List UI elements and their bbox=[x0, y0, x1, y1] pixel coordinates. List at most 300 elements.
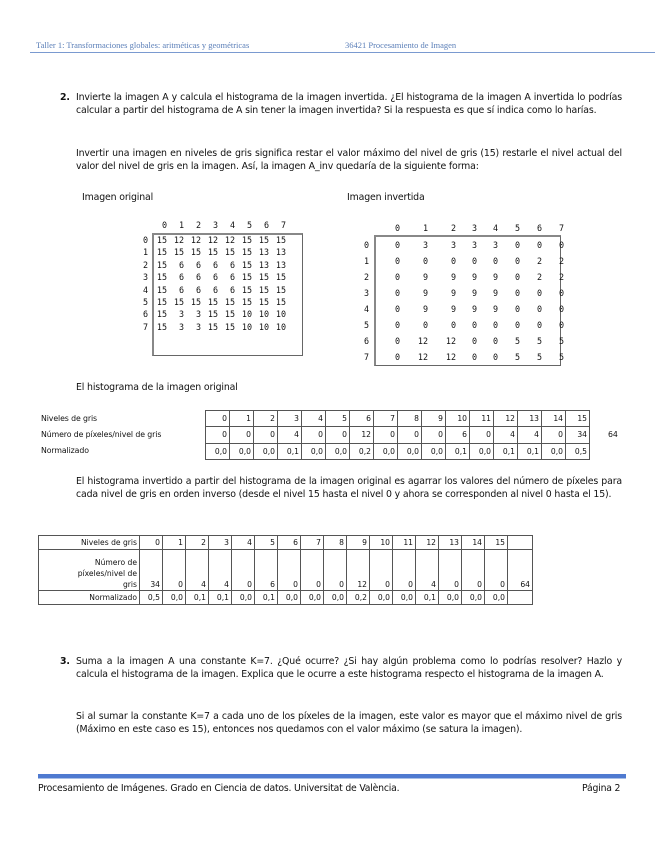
normalized-cell: 0,0 bbox=[462, 591, 485, 605]
matrix-cell: 15 bbox=[156, 284, 167, 295]
matrix-row bbox=[142, 308, 286, 320]
col-header: 7 bbox=[558, 223, 564, 233]
inverted-matrix-body bbox=[360, 237, 564, 365]
matrix-cell: 9 bbox=[492, 304, 498, 314]
level-cell: 2 bbox=[254, 411, 278, 427]
matrix-cell: 3 bbox=[178, 321, 184, 332]
matrix-cell: 2 bbox=[558, 256, 564, 266]
matrix-cell: 10 bbox=[275, 321, 286, 332]
matrix-cell: 15 bbox=[275, 284, 286, 295]
matrix-cell: 0 bbox=[450, 320, 456, 330]
count-cell: 4 bbox=[209, 550, 232, 591]
matrix-cell: 9 bbox=[471, 288, 477, 298]
count-cell: 0 bbox=[232, 550, 255, 591]
hist-row-normalized bbox=[206, 443, 590, 459]
histogram-original-table bbox=[205, 410, 590, 460]
hist-row-counts bbox=[206, 427, 590, 443]
matrix-cell: 12 bbox=[445, 336, 456, 346]
matrix-row bbox=[360, 317, 564, 333]
matrix-cell: 15 bbox=[241, 235, 252, 245]
matrix-cell: 15 bbox=[275, 297, 286, 308]
row-index: 1 bbox=[363, 256, 369, 266]
matrix-cell: 0 bbox=[394, 336, 400, 346]
matrix-cell: 5 bbox=[514, 336, 520, 346]
normalized-cell: 0,0 bbox=[370, 591, 393, 605]
row-label-levels: Niveles de gris bbox=[41, 414, 98, 423]
normalized-cell: 0,1 bbox=[416, 591, 439, 605]
matrix-cell: 15 bbox=[156, 247, 167, 258]
hist-row-levels bbox=[39, 536, 533, 550]
normalized-cell: 0,0 bbox=[206, 443, 230, 459]
empty-cell bbox=[508, 591, 533, 605]
page-header-left: Taller 1: Transformaciones globales: aritméticas y geométricas bbox=[36, 40, 250, 50]
matrix-row bbox=[360, 269, 564, 285]
hist-original-total: 64 bbox=[608, 430, 618, 439]
matrix-row bbox=[142, 259, 286, 271]
matrix-cell: 6 bbox=[178, 259, 184, 270]
count-cell: 12 bbox=[350, 427, 374, 443]
normalized-cell: 0,0 bbox=[232, 591, 255, 605]
normalized-cell: 0,0 bbox=[324, 591, 347, 605]
matrix-row bbox=[360, 253, 564, 269]
level-cell: 14 bbox=[542, 411, 566, 427]
level-cell: 15 bbox=[566, 411, 590, 427]
normalized-cell: 0,2 bbox=[350, 443, 374, 459]
col-header: 3 bbox=[212, 220, 218, 230]
matrix-cell: 13 bbox=[258, 259, 269, 270]
matrix-cell: 0 bbox=[394, 240, 400, 250]
row-index: 3 bbox=[363, 288, 369, 298]
col-header: 4 bbox=[492, 223, 498, 233]
matrix-cell: 15 bbox=[241, 272, 252, 283]
col-header: 4 bbox=[229, 220, 235, 230]
matrix-cell: 3 bbox=[422, 240, 428, 250]
count-cell: 6 bbox=[446, 427, 470, 443]
matrix-cell: 15 bbox=[156, 259, 167, 270]
matrix-cell: 5 bbox=[536, 352, 542, 362]
matrix-cell: 0 bbox=[394, 288, 400, 298]
col-header: 5 bbox=[514, 223, 520, 233]
count-cell: 4 bbox=[416, 550, 439, 591]
col-header: 1 bbox=[178, 220, 184, 230]
row-index: 4 bbox=[142, 284, 148, 295]
matrix-row bbox=[360, 349, 564, 365]
matrix-cell: 0 bbox=[536, 304, 542, 314]
col-header: 2 bbox=[450, 223, 456, 233]
matrix-cell: 2 bbox=[558, 272, 564, 282]
matrix-cell: 0 bbox=[492, 320, 498, 330]
matrix-cell: 6 bbox=[195, 272, 201, 283]
col-header: 0 bbox=[394, 223, 400, 233]
matrix-cell: 15 bbox=[241, 259, 252, 270]
matrix-cell: 15 bbox=[258, 297, 269, 308]
level-cell: 4 bbox=[302, 411, 326, 427]
matrix-cell: 0 bbox=[471, 336, 477, 346]
col-header: 3 bbox=[471, 223, 477, 233]
count-cell: 6 bbox=[255, 550, 278, 591]
matrix-cell: 6 bbox=[229, 284, 235, 295]
count-cell: 0 bbox=[230, 427, 254, 443]
matrix-cell: 12 bbox=[417, 352, 428, 362]
normalized-cell: 0,5 bbox=[566, 443, 590, 459]
level-cell: 3 bbox=[209, 536, 232, 550]
q2-explanation: El histograma invertido a partir del histograma de la imagen original es agarrar los valores del número de píxeles para cada nivel de gris en orden inverso (desde el nivel 15 hasta el nivel 0 y ahora se corresponden al nivel 0 hasta el 15). bbox=[76, 476, 622, 501]
row-label-count: Número de píxeles/nivel de gris bbox=[41, 430, 162, 439]
level-cell: 10 bbox=[370, 536, 393, 550]
matrix-cell: 0 bbox=[514, 272, 520, 282]
matrix-row bbox=[360, 333, 564, 349]
matrix-cell: 15 bbox=[190, 297, 201, 308]
matrix-cell: 10 bbox=[258, 321, 269, 332]
matrix-cell: 0 bbox=[422, 320, 428, 330]
matrix-cell: 3 bbox=[450, 240, 456, 250]
normalized-cell: 0,0 bbox=[439, 591, 462, 605]
matrix-cell: 15 bbox=[173, 297, 184, 308]
count-cell: 0 bbox=[301, 550, 324, 591]
matrix-cell: 0 bbox=[514, 304, 520, 314]
matrix-cell: 0 bbox=[422, 256, 428, 266]
row-label-levels: Niveles de gris bbox=[39, 536, 140, 550]
hist-row-levels bbox=[206, 411, 590, 427]
level-cell: 11 bbox=[470, 411, 494, 427]
count-cell: 0 bbox=[302, 427, 326, 443]
matrix-cell: 0 bbox=[471, 320, 477, 330]
count-cell: 0 bbox=[163, 550, 186, 591]
matrix-cell: 0 bbox=[558, 304, 564, 314]
matrix-cell: 0 bbox=[558, 288, 564, 298]
matrix-row bbox=[360, 285, 564, 301]
row-index: 2 bbox=[363, 272, 369, 282]
count-cell: 0 bbox=[206, 427, 230, 443]
matrix-cell: 15 bbox=[258, 272, 269, 283]
col-header: 7 bbox=[280, 220, 286, 230]
count-cell: 0 bbox=[393, 550, 416, 591]
matrix-cell: 9 bbox=[471, 272, 477, 282]
row-label-count bbox=[39, 550, 140, 591]
matrix-cell: 6 bbox=[212, 272, 218, 283]
matrix-cell: 15 bbox=[258, 284, 269, 295]
row-index: 7 bbox=[363, 352, 369, 362]
matrix-cell: 15 bbox=[241, 284, 252, 295]
matrix-cell: 12 bbox=[173, 235, 184, 245]
level-cell: 8 bbox=[398, 411, 422, 427]
normalized-cell: 0,0 bbox=[326, 443, 350, 459]
matrix-cell: 10 bbox=[258, 309, 269, 320]
matrix-cell: 15 bbox=[275, 235, 286, 245]
matrix-cell: 15 bbox=[224, 321, 235, 332]
hist-row-counts bbox=[39, 550, 533, 591]
matrix-cell: 0 bbox=[450, 256, 456, 266]
original-matrix-body bbox=[142, 234, 286, 333]
count-cell: 0 bbox=[278, 550, 301, 591]
matrix-cell: 3 bbox=[178, 309, 184, 320]
matrix-cell: 9 bbox=[450, 288, 456, 298]
histogram-inverted-table bbox=[38, 535, 533, 605]
matrix-cell: 15 bbox=[156, 272, 167, 283]
matrix-cell: 6 bbox=[178, 272, 184, 283]
matrix-cell: 12 bbox=[417, 336, 428, 346]
row-index: 6 bbox=[142, 309, 148, 320]
inverted-matrix bbox=[360, 222, 564, 234]
count-cell: 12 bbox=[347, 550, 370, 591]
matrix-row bbox=[142, 234, 286, 246]
matrix-cell: 0 bbox=[492, 352, 498, 362]
col-header: 6 bbox=[263, 220, 269, 230]
count-cell: 0 bbox=[542, 427, 566, 443]
q2-number: 2. bbox=[60, 92, 70, 103]
normalized-cell: 0,2 bbox=[347, 591, 370, 605]
hist-original-title: El histograma de la imagen original bbox=[76, 382, 238, 393]
matrix-cell: 15 bbox=[156, 309, 167, 320]
matrix-cell: 15 bbox=[207, 309, 218, 320]
normalized-cell: 0,0 bbox=[398, 443, 422, 459]
level-cell: 5 bbox=[326, 411, 350, 427]
level-cell: 0 bbox=[206, 411, 230, 427]
matrix-cell: 6 bbox=[229, 259, 235, 270]
matrix-cell: 0 bbox=[558, 320, 564, 330]
matrix-cell: 13 bbox=[275, 247, 286, 258]
normalized-cell: 0,0 bbox=[302, 443, 326, 459]
matrix-cell: 10 bbox=[241, 309, 252, 320]
page-header-right: 36421 Procesamiento de Imagen bbox=[345, 40, 457, 50]
matrix-cell: 0 bbox=[536, 240, 542, 250]
matrix-cell: 6 bbox=[195, 284, 201, 295]
level-cell: 11 bbox=[393, 536, 416, 550]
count-cell: 34 bbox=[566, 427, 590, 443]
matrix-cell: 0 bbox=[394, 272, 400, 282]
matrix-cell: 6 bbox=[212, 259, 218, 270]
matrix-cell: 6 bbox=[212, 284, 218, 295]
count-cell: 4 bbox=[278, 427, 302, 443]
matrix-cell: 5 bbox=[558, 336, 564, 346]
matrix-cell: 15 bbox=[207, 321, 218, 332]
normalized-cell: 0,1 bbox=[494, 443, 518, 459]
count-cell: 4 bbox=[494, 427, 518, 443]
matrix-cell: 12 bbox=[445, 352, 456, 362]
matrix-cell: 2 bbox=[536, 256, 542, 266]
matrix-cell: 0 bbox=[558, 240, 564, 250]
original-image-label: Imagen original bbox=[82, 192, 154, 203]
level-cell: 13 bbox=[518, 411, 542, 427]
row-label-count-line: gris bbox=[122, 580, 137, 589]
level-cell: 14 bbox=[462, 536, 485, 550]
row-index: 1 bbox=[142, 247, 148, 258]
row-index: 5 bbox=[142, 297, 148, 308]
level-cell: 1 bbox=[230, 411, 254, 427]
row-index: 0 bbox=[363, 240, 369, 250]
matrix-cell: 0 bbox=[471, 256, 477, 266]
matrix-cell: 0 bbox=[492, 256, 498, 266]
matrix-row bbox=[360, 301, 564, 317]
level-cell: 2 bbox=[186, 536, 209, 550]
normalized-cell: 0,0 bbox=[163, 591, 186, 605]
matrix-cell: 9 bbox=[422, 272, 428, 282]
level-cell: 4 bbox=[232, 536, 255, 550]
count-cell: 0 bbox=[439, 550, 462, 591]
normalized-cell: 0,0 bbox=[278, 591, 301, 605]
matrix-cell: 15 bbox=[173, 247, 184, 258]
level-cell: 6 bbox=[350, 411, 374, 427]
normalized-cell: 0,1 bbox=[518, 443, 542, 459]
row-index: 3 bbox=[142, 272, 148, 283]
level-cell: 13 bbox=[439, 536, 462, 550]
col-header: 6 bbox=[536, 223, 542, 233]
normalized-cell: 0,1 bbox=[278, 443, 302, 459]
matrix-cell: 0 bbox=[471, 352, 477, 362]
row-index: 5 bbox=[363, 320, 369, 330]
matrix-cell: 9 bbox=[450, 272, 456, 282]
level-cell: 9 bbox=[347, 536, 370, 550]
q3-number: 3. bbox=[60, 656, 70, 667]
matrix-cell: 15 bbox=[190, 247, 201, 258]
matrix-cell: 12 bbox=[207, 235, 218, 245]
matrix-cell: 3 bbox=[195, 309, 201, 320]
hist-row-normalized bbox=[39, 591, 533, 605]
matrix-cell: 0 bbox=[536, 288, 542, 298]
normalized-cell: 0,0 bbox=[542, 443, 566, 459]
row-label-count-line: píxeles/nivel de bbox=[77, 569, 137, 578]
matrix-cell: 0 bbox=[492, 336, 498, 346]
matrix-row bbox=[142, 246, 286, 258]
row-index: 0 bbox=[142, 235, 148, 245]
normalized-cell: 0,0 bbox=[422, 443, 446, 459]
count-cell: 0 bbox=[374, 427, 398, 443]
normalized-cell: 0,0 bbox=[254, 443, 278, 459]
matrix-row bbox=[142, 296, 286, 308]
matrix-cell: 12 bbox=[190, 235, 201, 245]
level-cell: 0 bbox=[140, 536, 163, 550]
matrix-cell: 5 bbox=[514, 352, 520, 362]
normalized-cell: 0,5 bbox=[140, 591, 163, 605]
matrix-cell: 5 bbox=[536, 336, 542, 346]
row-index: 6 bbox=[363, 336, 369, 346]
matrix-cell: 10 bbox=[275, 309, 286, 320]
normalized-cell: 0,1 bbox=[446, 443, 470, 459]
matrix-cell: 6 bbox=[229, 272, 235, 283]
matrix-cell: 9 bbox=[492, 288, 498, 298]
matrix-cell: 10 bbox=[241, 321, 252, 332]
count-cell: 0 bbox=[370, 550, 393, 591]
matrix-cell: 3 bbox=[195, 321, 201, 332]
matrix-cell: 15 bbox=[156, 321, 167, 332]
normalized-cell: 0,0 bbox=[301, 591, 324, 605]
matrix-cell: 0 bbox=[394, 304, 400, 314]
row-index: 4 bbox=[363, 304, 369, 314]
level-cell: 3 bbox=[278, 411, 302, 427]
count-cell: 4 bbox=[518, 427, 542, 443]
matrix-cell: 3 bbox=[471, 240, 477, 250]
normalized-cell: 0,0 bbox=[393, 591, 416, 605]
header-divider bbox=[30, 52, 655, 53]
q2-answer: Invertir una imagen en niveles de gris significa restar el valor máximo del nivel de gris (15) restarle el nivel actual del valor del nivel de gris en la imagen. Así, la imagen A_inv quedaría de la siguiente forma: bbox=[76, 148, 622, 173]
level-cell: 9 bbox=[422, 411, 446, 427]
matrix-cell: 9 bbox=[422, 304, 428, 314]
matrix-cell: 15 bbox=[156, 297, 167, 308]
matrix-cell: 15 bbox=[207, 297, 218, 308]
q3-answer: Si al sumar la constante K=7 a cada uno de los píxeles de la imagen, este valor es mayor que el máximo nivel de gris (Máximo en este caso es 15), entonces nos quedamos con el valor máximo (se satura la imagen). bbox=[76, 711, 622, 736]
count-cell: 0 bbox=[485, 550, 508, 591]
normalized-cell: 0,0 bbox=[374, 443, 398, 459]
count-cell: 0 bbox=[324, 550, 347, 591]
matrix-cell: 0 bbox=[394, 256, 400, 266]
total-cell: 64 bbox=[508, 550, 533, 591]
row-label-normalized: Normalizado bbox=[41, 446, 89, 455]
footer-bar-shadow bbox=[38, 778, 626, 779]
normalized-cell: 0,0 bbox=[485, 591, 508, 605]
count-cell: 4 bbox=[186, 550, 209, 591]
matrix-cell: 9 bbox=[450, 304, 456, 314]
col-header: 1 bbox=[422, 223, 428, 233]
row-index: 7 bbox=[142, 321, 148, 332]
matrix-cell: 13 bbox=[275, 259, 286, 270]
matrix-cell: 0 bbox=[514, 320, 520, 330]
level-cell: 12 bbox=[494, 411, 518, 427]
matrix-cell: 0 bbox=[394, 352, 400, 362]
normalized-cell: 0,0 bbox=[470, 443, 494, 459]
matrix-cell: 15 bbox=[207, 247, 218, 258]
matrix-cell: 6 bbox=[178, 284, 184, 295]
footer-left: Procesamiento de Imágenes. Grado en Ciencia de datos. Universitat de València. bbox=[38, 783, 400, 794]
matrix-row bbox=[142, 271, 286, 283]
matrix-cell: 13 bbox=[258, 247, 269, 258]
count-cell: 34 bbox=[140, 550, 163, 591]
count-cell: 0 bbox=[422, 427, 446, 443]
page-number: Página 2 bbox=[582, 783, 621, 794]
matrix-cell: 15 bbox=[258, 235, 269, 245]
matrix-cell: 15 bbox=[241, 297, 252, 308]
col-header: 2 bbox=[195, 220, 201, 230]
matrix-cell: 15 bbox=[224, 247, 235, 258]
row-label-normalized: Normalizado bbox=[39, 591, 140, 605]
q2-question: Invierte la imagen A y calcula el histograma de la imagen invertida. ¿El histograma de la imagen A invertida lo podrías calcular a partir del histograma de A sin tener la imagen invertida? Si la respuesta es que sí indica como lo harías. bbox=[76, 92, 622, 117]
matrix-cell: 9 bbox=[492, 272, 498, 282]
matrix-row bbox=[142, 321, 286, 333]
normalized-cell: 0,1 bbox=[186, 591, 209, 605]
level-cell: 7 bbox=[374, 411, 398, 427]
matrix-cell: 15 bbox=[241, 247, 252, 258]
col-header: 5 bbox=[246, 220, 252, 230]
level-cell: 6 bbox=[278, 536, 301, 550]
level-cell: 1 bbox=[163, 536, 186, 550]
matrix-cell: 2 bbox=[536, 272, 542, 282]
row-index: 2 bbox=[142, 259, 148, 270]
normalized-cell: 0,0 bbox=[230, 443, 254, 459]
empty-cell bbox=[508, 536, 533, 550]
matrix-cell: 0 bbox=[394, 320, 400, 330]
q3-question: Suma a la imagen A una constante K=7. ¿Qué ocurre? ¿Si hay algún problema como lo podrías resolver? Hazlo y calcula el histograma de la imagen. Explica que le ocurre a este histograma respecto el histograma de la imagen A. bbox=[76, 656, 622, 681]
inverted-image-label: Imagen invertida bbox=[347, 192, 425, 203]
col-header: 0 bbox=[161, 220, 167, 230]
level-cell: 8 bbox=[324, 536, 347, 550]
matrix-cell: 0 bbox=[514, 256, 520, 266]
level-cell: 15 bbox=[485, 536, 508, 550]
matrix-cell: 12 bbox=[224, 235, 235, 245]
matrix-cell: 9 bbox=[471, 304, 477, 314]
matrix-cell: 15 bbox=[275, 272, 286, 283]
normalized-cell: 0,1 bbox=[255, 591, 278, 605]
row-label-count-line: Número de bbox=[94, 558, 137, 567]
matrix-cell: 0 bbox=[514, 240, 520, 250]
count-cell: 0 bbox=[254, 427, 278, 443]
level-cell: 5 bbox=[255, 536, 278, 550]
level-cell: 7 bbox=[301, 536, 324, 550]
matrix-cell: 6 bbox=[195, 259, 201, 270]
count-cell: 0 bbox=[470, 427, 494, 443]
matrix-cell: 15 bbox=[224, 297, 235, 308]
original-matrix bbox=[142, 219, 286, 231]
count-cell: 0 bbox=[326, 427, 350, 443]
count-cell: 0 bbox=[462, 550, 485, 591]
